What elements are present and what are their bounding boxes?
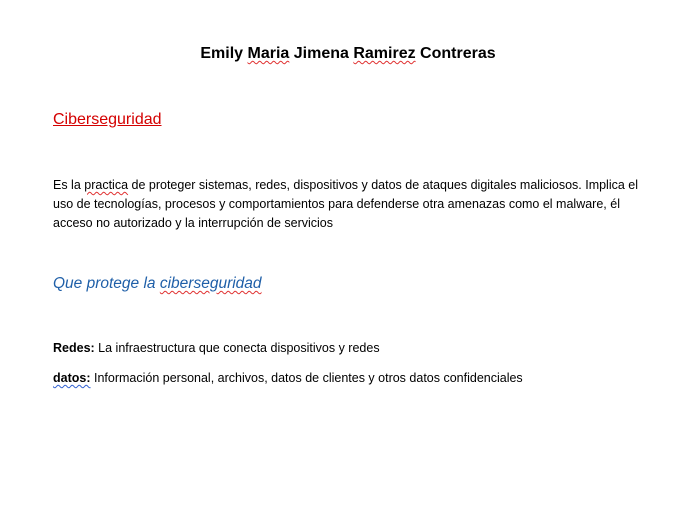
item-text: Información personal, archivos, datos de clientes y otros datos confidenciales [90, 371, 523, 385]
list-item-datos [53, 371, 523, 385]
heading-que-protege [53, 275, 262, 293]
title-part-misspelled: Maria [247, 45, 290, 62]
item-term: Redes: [53, 341, 95, 355]
heading1-text: Ciberseguridad [53, 111, 162, 128]
document-title [0, 45, 696, 63]
item-text: La infraestructura que conecta dispositivos y redes [94, 341, 380, 355]
heading-ciberseguridad [53, 111, 162, 129]
heading2-part: Que protege la [53, 275, 160, 292]
para-part-misspelled: practica [84, 178, 129, 192]
para-part: Es la [53, 178, 85, 192]
title-part-misspelled: Ramirez [353, 45, 416, 62]
definition-paragraph [53, 176, 653, 233]
heading2-part-misspelled: ciberseguridad [159, 275, 262, 292]
title-part: Jimena [289, 45, 354, 62]
item-term: datos: [53, 371, 91, 385]
para-part: de proteger sistemas, redes, dispositivos y datos de ataques digitales maliciosos. Implica el uso de tecnologías, procesos y comportamientos para defenderse otra amenazas como el malware, él acceso no autorizado y la interrupción de servicios [53, 178, 639, 230]
list-item-redes [53, 341, 380, 355]
title-part: Contreras [415, 45, 496, 62]
title-part: Emily [200, 45, 248, 62]
